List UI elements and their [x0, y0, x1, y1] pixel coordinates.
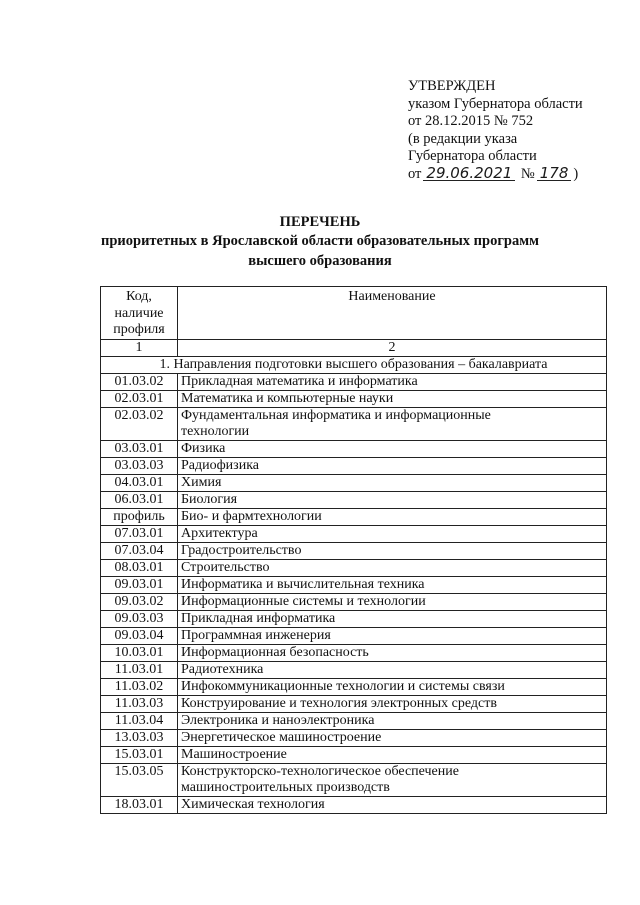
table-row — [101, 560, 607, 577]
approval-line: от 28.12.2015 № 752 — [408, 113, 534, 130]
program-name — [178, 679, 607, 696]
program-name-line: Прикладная математика и информатика — [181, 374, 418, 389]
approval-line: УТВЕРЖДЕН — [408, 78, 496, 94]
program-name-line: Электроника и наноэлектроника — [181, 713, 375, 728]
program-code: 09.03.02 — [101, 594, 178, 611]
program-code: 03.03.03 — [101, 458, 178, 475]
table-row — [101, 543, 607, 560]
program-name — [178, 747, 607, 764]
table-row — [101, 594, 607, 611]
program-name-line: Инфокоммуникационные технологии и системы связи — [181, 679, 505, 694]
program-code: 01.03.02 — [101, 374, 178, 391]
programs-table — [100, 286, 607, 814]
program-name-line: Прикладная информатика — [181, 611, 336, 626]
program-name — [178, 713, 607, 730]
program-name — [178, 730, 607, 747]
program-code: 06.03.01 — [101, 492, 178, 509]
program-name-line: технологии — [181, 424, 250, 439]
program-name — [178, 577, 607, 594]
table-row — [101, 526, 607, 543]
program-name — [178, 441, 607, 458]
program-name-line: Архитектура — [181, 526, 258, 541]
program-name — [178, 543, 607, 560]
table-row — [101, 730, 607, 747]
header-line: наличие — [114, 305, 164, 321]
program-name-line: Химия — [181, 475, 222, 490]
program-code: 13.03.03 — [101, 730, 178, 747]
program-name — [178, 628, 607, 645]
document-title — [90, 213, 550, 270]
number-sign: № — [520, 165, 535, 182]
program-code: 09.03.03 — [101, 611, 178, 628]
program-name — [178, 594, 607, 611]
table-row — [101, 713, 607, 730]
table-row — [101, 458, 607, 475]
program-name — [178, 408, 607, 441]
table-row — [101, 492, 607, 509]
program-code: 02.03.01 — [101, 391, 178, 408]
program-name-line: Информатика и вычислительная техника — [181, 577, 425, 592]
program-code: 09.03.01 — [101, 577, 178, 594]
program-code: профиль — [101, 509, 178, 526]
program-code: 11.03.04 — [101, 713, 178, 730]
program-code: 08.03.01 — [101, 560, 178, 577]
title-subheading: высшего образования — [248, 252, 392, 269]
program-name — [178, 475, 607, 492]
close-paren: ) — [573, 165, 579, 182]
approval-line: (в редакции указа — [408, 130, 518, 147]
program-code: 11.03.02 — [101, 679, 178, 696]
program-name — [178, 696, 607, 713]
program-name — [178, 645, 607, 662]
program-name-line: Математика и компьютерные науки — [181, 391, 394, 406]
header-line: профиля — [113, 322, 165, 337]
table-row — [101, 645, 607, 662]
handwritten-date: 29.06.2021 — [423, 166, 515, 181]
program-name-line: Информационные системы и технологии — [181, 594, 426, 609]
table-row — [101, 797, 607, 814]
program-code: 04.03.01 — [101, 475, 178, 492]
program-name — [178, 526, 607, 543]
prefix-ot: от — [408, 165, 422, 182]
program-name — [178, 374, 607, 391]
program-name-line: Градостроительство — [181, 543, 302, 558]
table-row — [101, 374, 607, 391]
table-row — [101, 628, 607, 645]
program-name — [178, 764, 607, 797]
approval-line: указом Губернатора области — [408, 95, 583, 112]
header-line: Код, — [126, 289, 152, 304]
program-name-line: Фундаментальная информатика и информационные — [181, 408, 491, 423]
program-code: 03.03.01 — [101, 441, 178, 458]
table-row — [101, 662, 607, 679]
amendment-date-line — [408, 163, 633, 184]
program-name — [178, 611, 607, 628]
program-code: 11.03.03 — [101, 696, 178, 713]
program-name-line: Энергетическое машиностроение — [181, 730, 382, 745]
handwritten-number: 178 — [537, 166, 572, 181]
column-number: 2 — [178, 340, 607, 357]
program-code: 07.03.01 — [101, 526, 178, 543]
name-column-header: Наименование — [178, 287, 607, 340]
approval-line: Губернатора области — [408, 148, 537, 165]
program-code: 10.03.01 — [101, 645, 178, 662]
section-heading: 1. Направления подготовки высшего образования – бакалавриата — [101, 357, 607, 374]
column-number: 1 — [101, 340, 178, 357]
program-name-line: Биология — [181, 492, 238, 507]
program-name-line: машиностроительных производств — [181, 780, 390, 795]
program-name-line: Физика — [181, 441, 226, 456]
program-name-line: Машиностроение — [181, 747, 287, 762]
program-name — [178, 560, 607, 577]
program-name-line: Радиофизика — [181, 458, 260, 473]
program-name-line: Конструирование и технология электронных средств — [181, 696, 497, 711]
table-row — [101, 577, 607, 594]
program-name — [178, 662, 607, 679]
program-name-line: Строительство — [181, 560, 270, 575]
program-code: 15.03.05 — [101, 764, 178, 797]
program-name — [178, 458, 607, 475]
program-name-line: Программная инженерия — [181, 628, 331, 643]
program-name-line: Информационная безопасность — [181, 645, 369, 660]
title-subheading: приоритетных в Ярославской области образовательных программ — [100, 233, 540, 249]
table-row — [101, 611, 607, 628]
program-code: 02.03.02 — [101, 408, 178, 441]
table-row — [101, 679, 607, 696]
table-row — [101, 391, 607, 408]
table-row — [101, 441, 607, 458]
program-name-line: Химическая технология — [181, 797, 325, 812]
program-name — [178, 797, 607, 814]
program-name-line: Био- и фармтехнологии — [181, 509, 322, 524]
program-name — [178, 492, 607, 509]
table-row — [101, 408, 607, 441]
table-row — [101, 747, 607, 764]
program-code: 15.03.01 — [101, 747, 178, 764]
table-row — [101, 509, 607, 526]
program-name-line: Радиотехника — [181, 662, 264, 677]
table-row — [101, 764, 607, 797]
program-name-line: Конструкторско-технологическое обеспечение — [181, 764, 459, 779]
title-heading: ПЕРЕЧЕНЬ — [279, 214, 361, 230]
program-code: 11.03.01 — [101, 662, 178, 679]
approval-stamp — [408, 78, 633, 184]
table-row — [101, 475, 607, 492]
code-column-header — [101, 287, 178, 340]
program-code: 09.03.04 — [101, 628, 178, 645]
program-code: 07.03.04 — [101, 543, 178, 560]
program-name — [178, 391, 607, 408]
table-row — [101, 696, 607, 713]
program-name — [178, 509, 607, 526]
program-code: 18.03.01 — [101, 797, 178, 814]
